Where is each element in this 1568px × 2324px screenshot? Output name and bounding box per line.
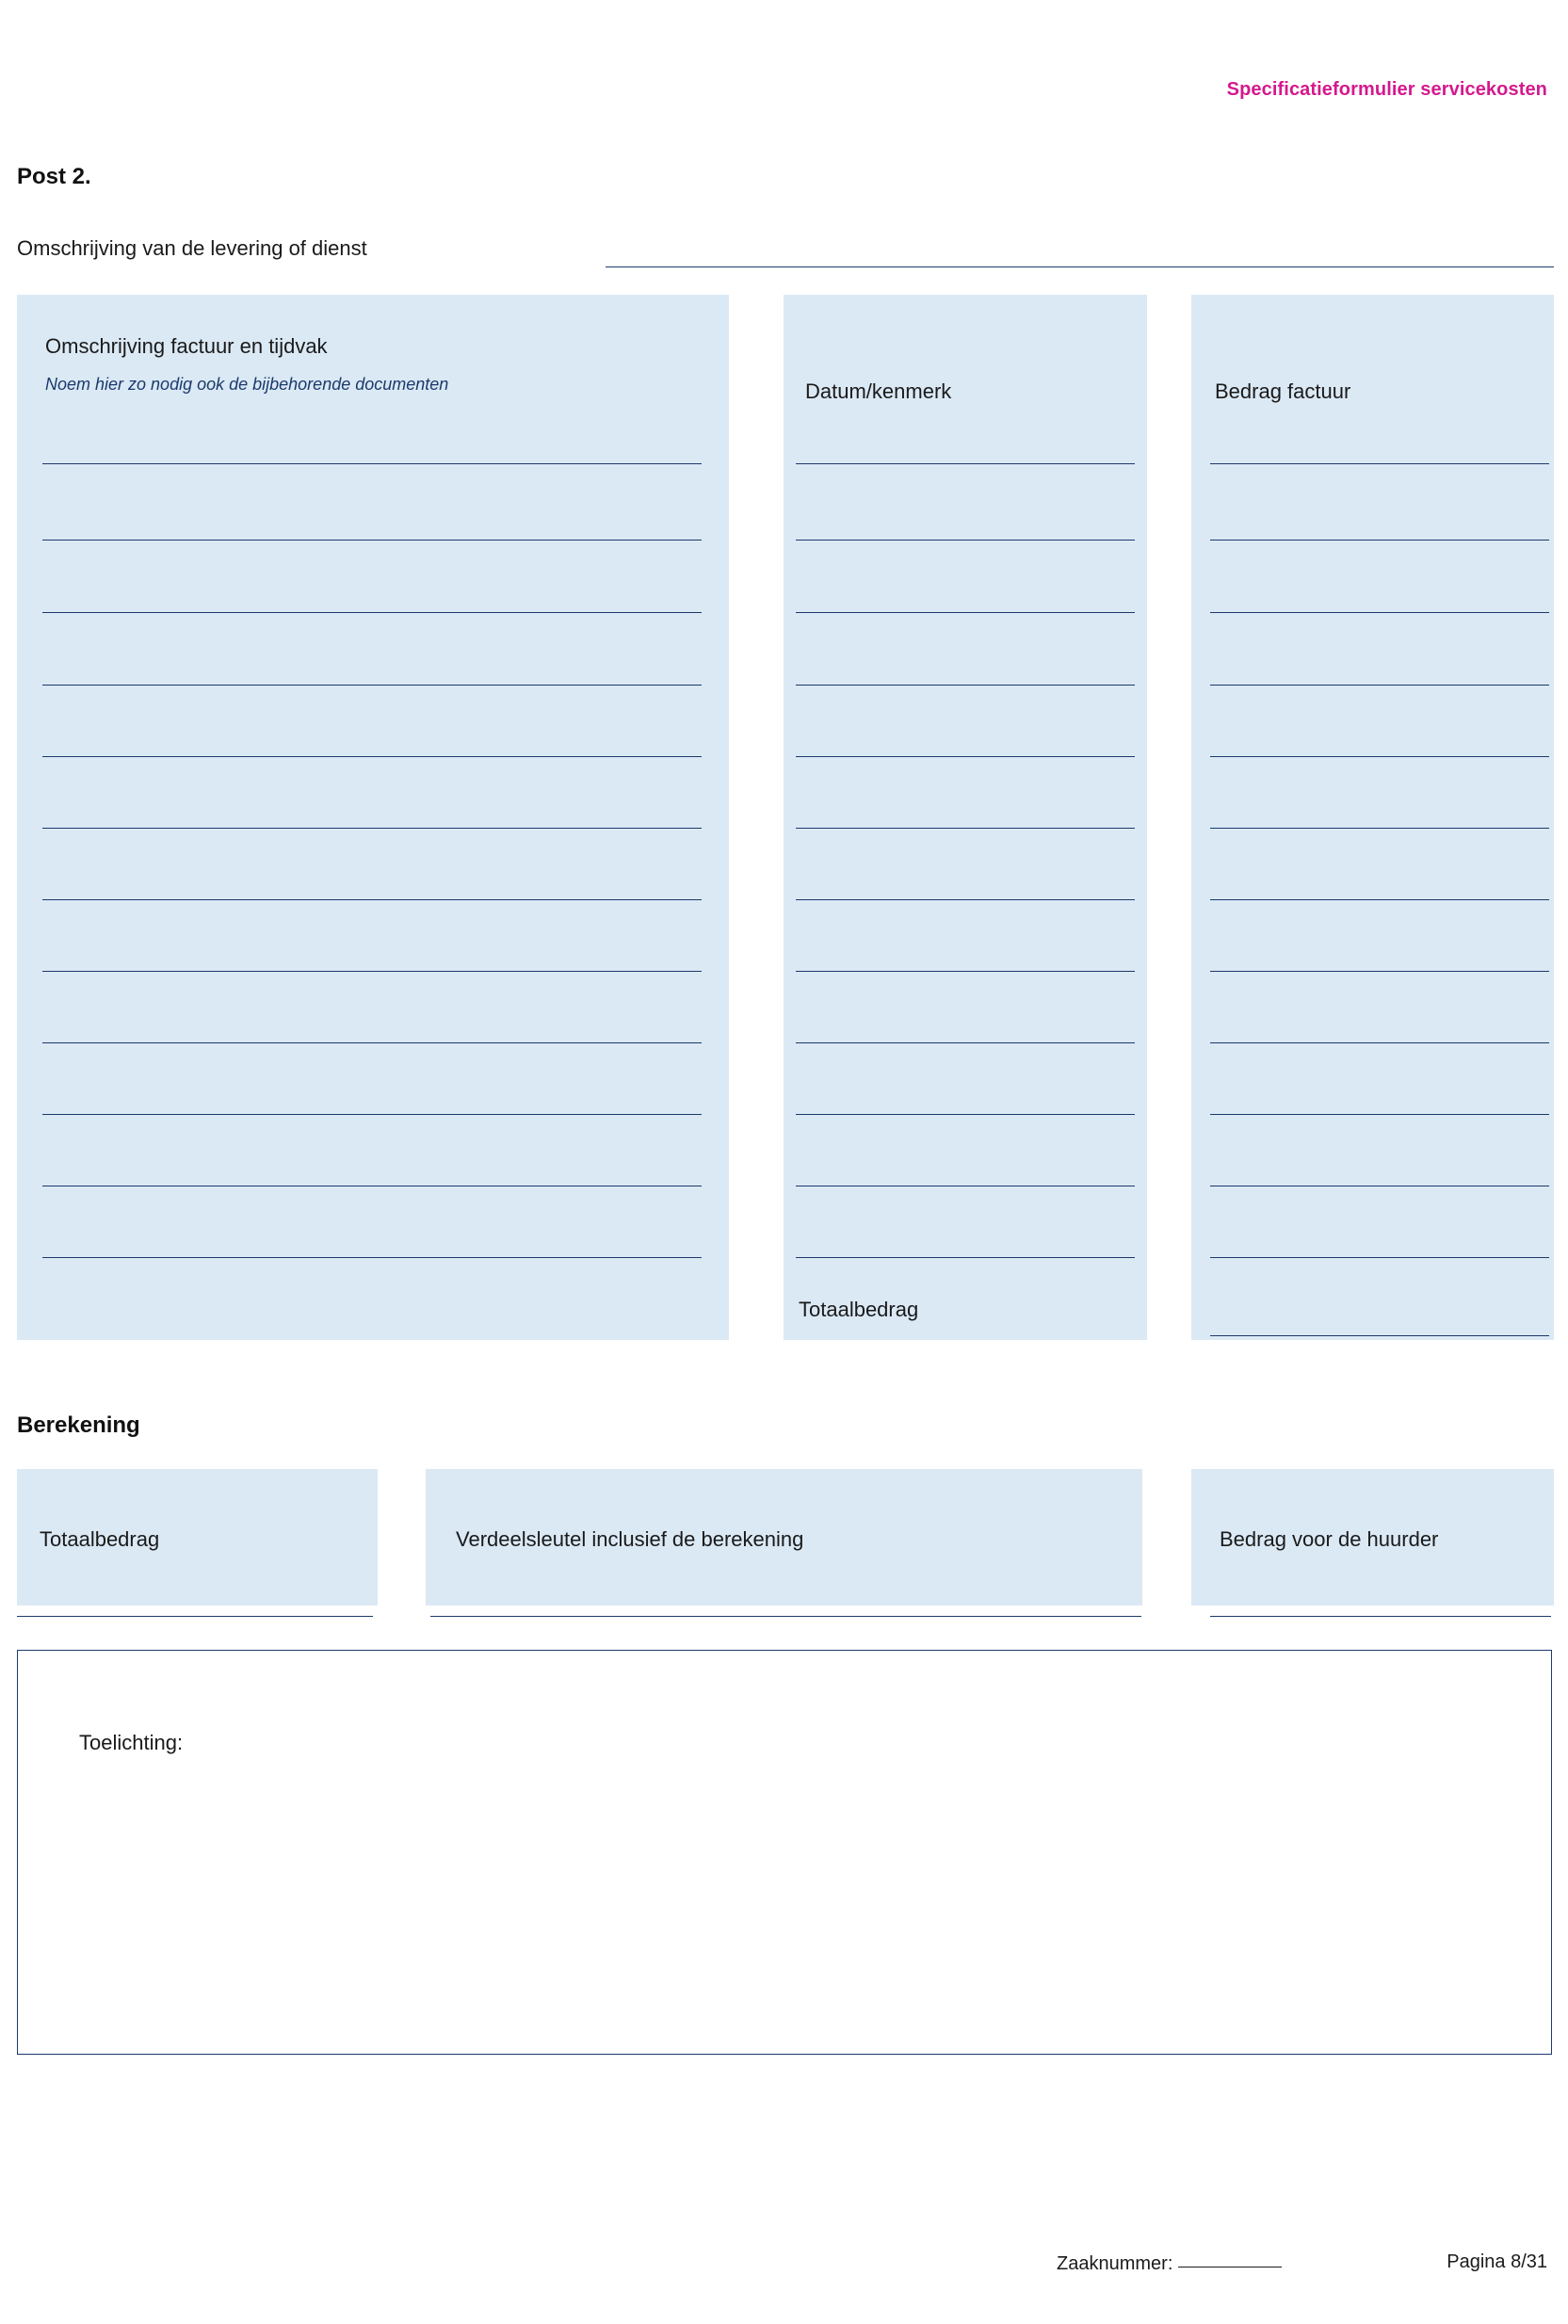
invoice-description-line[interactable] (42, 1042, 702, 1043)
section-title-berekening: Berekening (17, 1412, 140, 1438)
footer-case-label: Zaaknummer: (1057, 2253, 1173, 2274)
berekening-key-line[interactable] (430, 1616, 1141, 1617)
invoice-amount-line[interactable] (1210, 612, 1549, 613)
invoice-description-line[interactable] (42, 612, 702, 613)
toelichting-label: Toelichting: (79, 1731, 184, 1754)
footer-case-blank[interactable] (1178, 2251, 1282, 2268)
footer-case-number (1057, 2251, 1282, 2275)
invoice-amount-line[interactable] (1210, 899, 1549, 900)
berekening-key-label: Verdeelsleutel inclusief de berekening (456, 1527, 804, 1551)
invoice-amount-line[interactable] (1210, 540, 1549, 541)
invoice-date-line[interactable] (796, 1114, 1135, 1115)
invoice-amount-total-line[interactable] (1210, 1335, 1549, 1336)
invoice-amount-line[interactable] (1210, 756, 1549, 757)
invoice-total-label: Totaalbedrag (799, 1298, 919, 1321)
invoice-date-line[interactable] (796, 828, 1135, 829)
invoice-amount-line[interactable] (1210, 1114, 1549, 1115)
footer-page-number: Pagina 8/31 (1447, 2251, 1547, 2272)
invoice-date-line[interactable] (796, 1042, 1135, 1043)
berekening-tenant-line[interactable] (1210, 1616, 1551, 1617)
invoice-date-line[interactable] (796, 612, 1135, 613)
description-input-line[interactable] (606, 266, 1554, 267)
invoice-amount-line[interactable] (1210, 971, 1549, 972)
berekening-tenant-label: Bedrag voor de huurder (1220, 1527, 1439, 1551)
berekening-total-line[interactable] (17, 1616, 373, 1617)
toelichting-textarea[interactable] (17, 1650, 1552, 2055)
invoice-date-line[interactable] (796, 463, 1135, 464)
invoice-date-panel (784, 295, 1147, 1340)
invoice-amount-line[interactable] (1210, 828, 1549, 829)
invoice-amount-line[interactable] (1210, 1257, 1549, 1258)
invoice-date-line[interactable] (796, 756, 1135, 757)
invoice-amount-line[interactable] (1210, 463, 1549, 464)
invoice-amount-line[interactable] (1210, 1042, 1549, 1043)
invoice-date-line[interactable] (796, 540, 1135, 541)
invoice-description-heading: Omschrijving factuur en tijdvak (45, 334, 328, 358)
invoice-date-line[interactable] (796, 685, 1135, 686)
invoice-description-line[interactable] (42, 899, 702, 900)
invoice-description-line[interactable] (42, 685, 702, 686)
invoice-description-line[interactable] (42, 463, 702, 464)
invoice-date-line[interactable] (796, 971, 1135, 972)
invoice-amount-line[interactable] (1210, 685, 1549, 686)
invoice-amount-panel (1191, 295, 1554, 1340)
document-header-title: Specificatieformulier servicekosten (1226, 79, 1547, 100)
invoice-description-line[interactable] (42, 971, 702, 972)
invoice-description-line[interactable] (42, 1114, 702, 1115)
page-title: Post 2. (17, 164, 91, 189)
invoice-date-line[interactable] (796, 899, 1135, 900)
invoice-description-line[interactable] (42, 1257, 702, 1258)
invoice-description-line[interactable] (42, 540, 702, 541)
berekening-total-label: Totaalbedrag (40, 1527, 160, 1551)
invoice-description-line[interactable] (42, 828, 702, 829)
invoice-description-line[interactable] (42, 756, 702, 757)
description-label: Omschrijving van de levering of dienst (17, 236, 367, 260)
invoice-description-panel (17, 295, 729, 1340)
invoice-date-heading: Datum/kenmerk (805, 379, 952, 403)
invoice-date-line[interactable] (796, 1257, 1135, 1258)
invoice-description-subheading: Noem hier zo nodig ook de bijbehorende documenten (45, 375, 449, 394)
invoice-amount-heading: Bedrag factuur (1215, 379, 1351, 403)
